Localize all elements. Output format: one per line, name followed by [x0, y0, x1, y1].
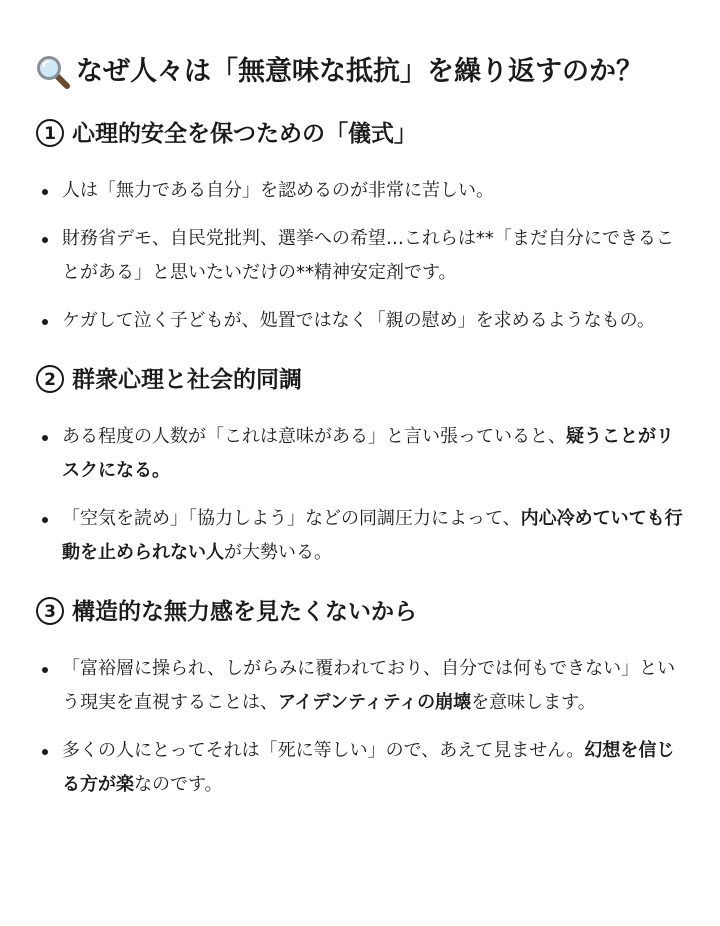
- bullet-list-3: [36, 652, 686, 802]
- page-title-text: なぜ人々は「無意味な抵抗」を繰り返すのか？: [76, 56, 643, 87]
- bullet-text: 「富裕層に操られ、しがらみに覆われており、自分では何もできない」という現実を直視することは、: [62, 658, 676, 713]
- bullet-text: なのです。: [134, 774, 223, 795]
- list-item: [36, 174, 686, 208]
- list-item: [36, 734, 686, 802]
- list-item: [36, 304, 686, 338]
- section-heading-text-2: 群衆心理と社会的同調: [72, 367, 302, 393]
- section-heading-1: [36, 114, 686, 154]
- bullet-text: が大勢いる。: [224, 542, 332, 563]
- bullet-text: 多くの人にとってそれは「死に等しい」ので、あえて見ません。: [62, 740, 585, 761]
- bullet-text-bold: 内心冷めていても行動を止められない人: [62, 508, 683, 563]
- section-heading-2: [36, 360, 686, 400]
- list-item: [36, 502, 686, 570]
- bullet-list-2: [36, 420, 686, 570]
- bullet-dot: [42, 517, 48, 523]
- bullet-text: ある程度の人数が「これは意味がある」と言い張っていると、: [62, 426, 566, 447]
- bullet-text: ケガして泣く子どもが、処置ではなく「親の慰め」を求めるようなもの。: [62, 310, 655, 331]
- bullet-text: 人は「無力である自分」を認めるのが非常に苦しい。: [62, 180, 494, 201]
- bullet-dot: [42, 667, 48, 673]
- page-title: [36, 50, 686, 94]
- section-number-1: 1: [36, 119, 64, 147]
- bullet-text-bold: 幻想を信じる方が楽: [62, 740, 675, 795]
- bullet-text: を意味します。: [471, 692, 596, 713]
- section-number-3: 3: [36, 597, 64, 625]
- bullet-text: 「空気を読め」「協力しよう」などの同調圧力によって、: [62, 508, 521, 529]
- bullet-text: 財務省デモ、自民党批判、選挙への希望…これらは**「まだ自分にできることがある」と思いたいだけの**精神安定剤です。: [62, 228, 674, 283]
- section-heading-3: [36, 592, 686, 632]
- bullet-dot: [42, 189, 48, 195]
- bullet-dot: [42, 319, 48, 325]
- bullet-text-bold: 疑うことがリスクになる。: [62, 426, 674, 481]
- list-item: [36, 420, 686, 488]
- section-heading-text-3: 構造的な無力感を見たくないから: [72, 599, 417, 625]
- bullet-dot: [42, 237, 48, 243]
- bullet-list-1: [36, 174, 686, 338]
- bullet-text-bold: アイデンティティの崩壊: [278, 692, 472, 713]
- section-number-2: 2: [36, 365, 64, 393]
- magnifying-glass-icon: [36, 55, 70, 89]
- bullet-dot: [42, 749, 48, 755]
- list-item: [36, 222, 686, 290]
- bullet-dot: [42, 435, 48, 441]
- section-heading-text-1: 心理的安全を保つための「儀式」: [72, 121, 417, 147]
- list-item: [36, 652, 686, 720]
- article: [36, 50, 686, 824]
